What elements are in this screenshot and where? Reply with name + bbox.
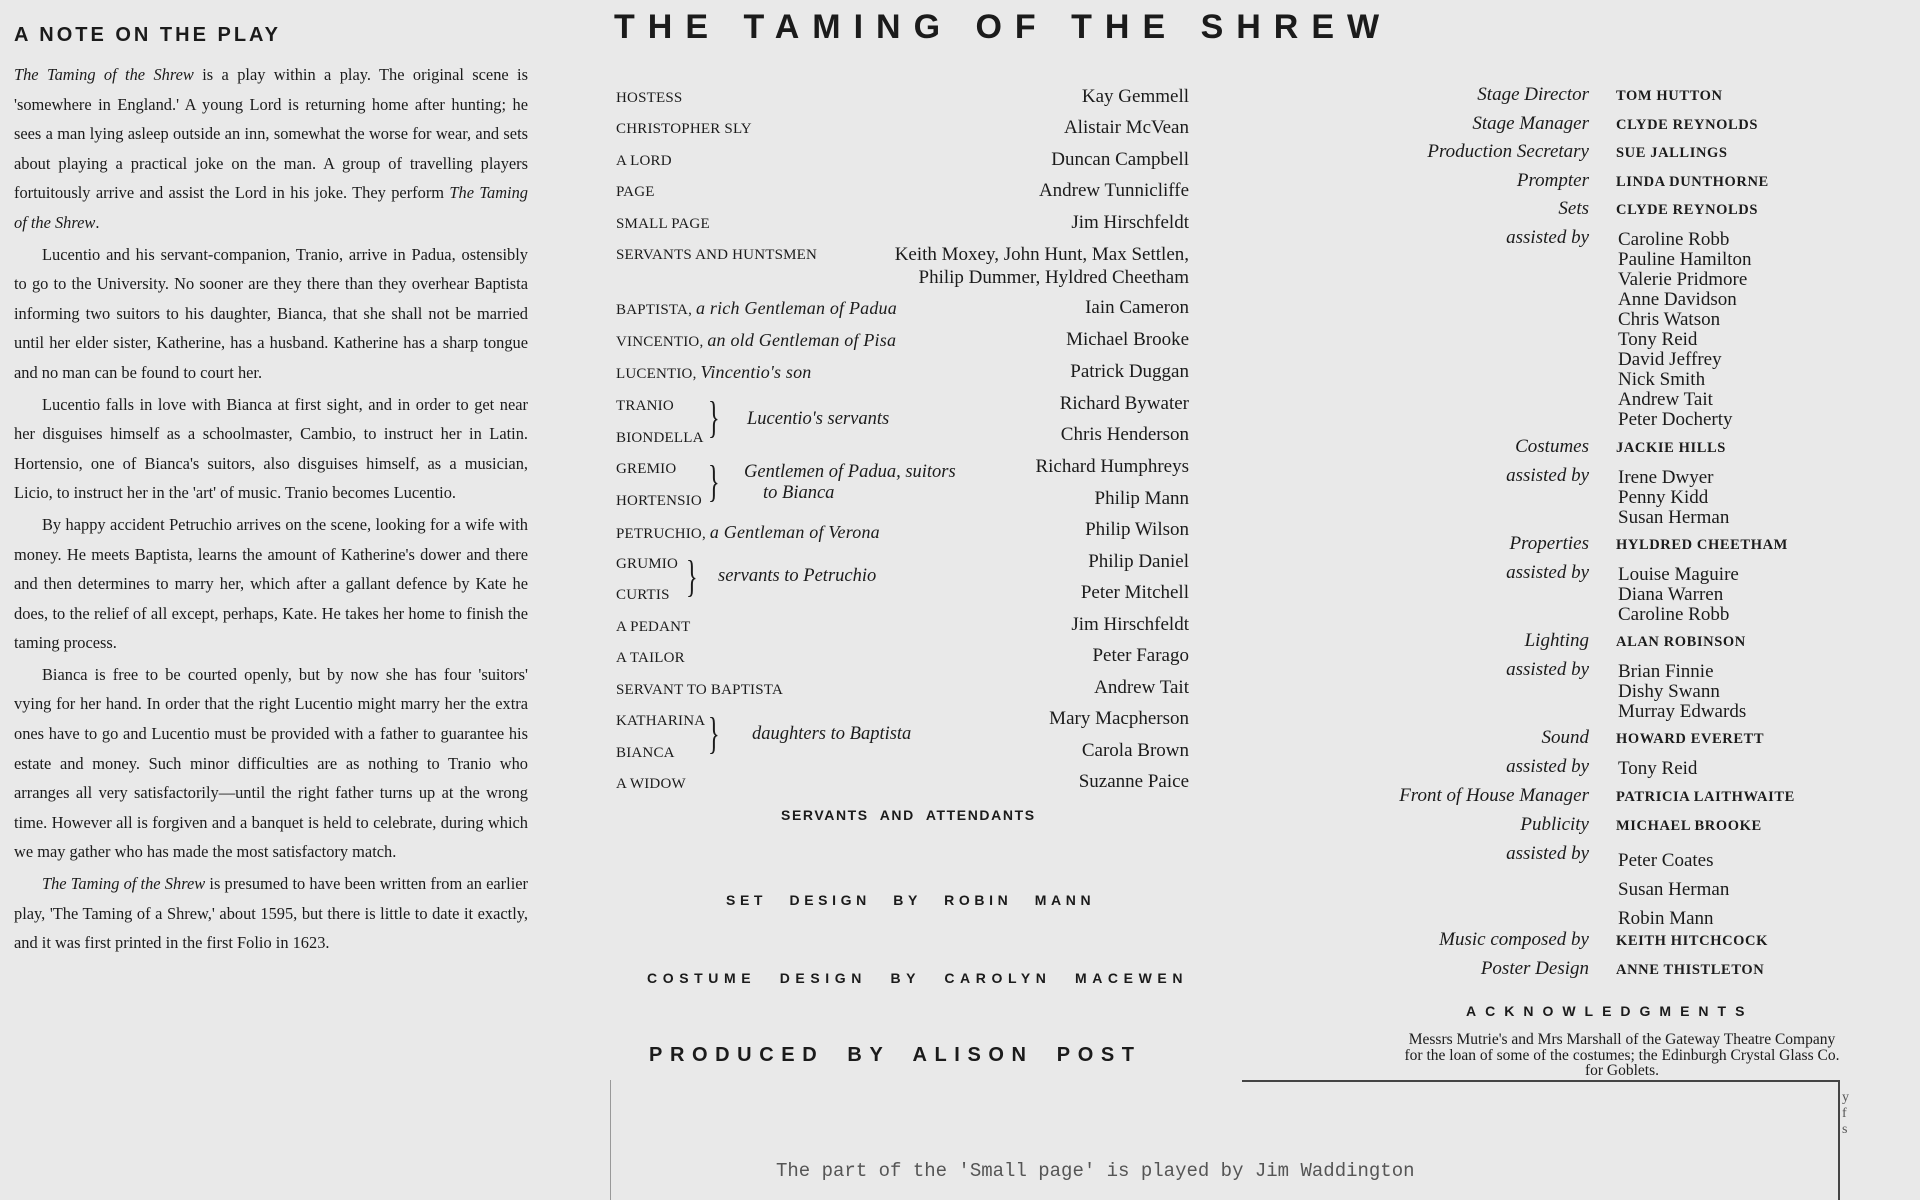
cast-actor: Richard Bywater xyxy=(1059,393,1189,414)
cast-actor: Keith Moxey, John Hunt, Max Settlen, Philip Dummer, Hyldred Cheetham xyxy=(894,244,1189,288)
group-desc: Lucentio's servants xyxy=(747,409,890,429)
cast-actor: Michael Brooke xyxy=(1066,329,1189,350)
play-title-italic: The Taming of the Shrew xyxy=(14,65,194,84)
note-paragraph: Lucentio and his servant-companion, Tranio, arrive in Padua, ostensibly to go to the University. No sooner are they there than they overhear Baptista informing two suitors to his daughter, Bianca, that she shall not be married until her elder sister, Katherine, has a husband. Katherine has a sharp tongue and no man can be found to court her. xyxy=(14,244,528,382)
crew-member: CLYDE REYNOLDS xyxy=(1616,202,1759,218)
crew-role: Properties xyxy=(1509,533,1589,554)
crew-member: ANNE THISTLETON xyxy=(1616,962,1765,978)
cast-actor: Andrew Tunnicliffe xyxy=(1038,180,1189,201)
edge-letter: y xyxy=(1842,1090,1849,1105)
cast-actor: Andrew Tait xyxy=(1094,677,1189,698)
cast-role: A WIDOW xyxy=(616,776,686,792)
crew-role: assisted by xyxy=(1506,465,1589,486)
cast-actor: Philip Wilson xyxy=(1085,519,1189,540)
cast-actor: Iain Cameron xyxy=(1085,297,1189,318)
producer-credit: PRODUCED BY ALISON POST xyxy=(649,1044,1142,1066)
set-design-credit: SET DESIGN BY ROBIN MANN xyxy=(726,892,1096,908)
cast-actor: Philip Daniel xyxy=(1088,551,1189,572)
note-paragraph: Bianca is free to be courted openly, but by now she has four 'suitors' vying for her hand. In order that the right Lucentio might marry her the extra ones have to go and Lucentio must be provided with a father to guarantee his estate and money. Such minor difficulties are as nothing to Tranio who arranges all very satisfactorily—until the right father turns up at the wrong time. However all is forgiven and a banquet is held to celebrate, during which we may gather who has made the most satisfactory match. xyxy=(14,664,528,862)
crew-role: Publicity xyxy=(1520,814,1589,835)
crew-role: Stage Director xyxy=(1477,84,1589,105)
note-heading: A NOTE ON THE PLAY xyxy=(14,24,281,46)
cast-actor: Peter Mitchell xyxy=(1080,582,1189,603)
note-paragraph: The Taming of the Shrew is a play within a play. The original scene is 'somewhere in England.' A young Lord is returning home after hunting; he sees a man lying asleep outside an inn, somewhat the worse for wear, and sets about playing a practical joke on the man. A group of travelling players fortuitously arrive and assist the Lord in his joke. They perform The Taming of the Shrew. xyxy=(14,65,528,232)
cast-role: HOSTESS xyxy=(616,90,683,106)
crew-member: JACKIE HILLS xyxy=(1616,440,1726,456)
crew-member: HOWARD EVERETT xyxy=(1616,731,1765,747)
crew-role: Poster Design xyxy=(1480,958,1589,979)
cast-actor: Suzanne Paice xyxy=(1078,771,1189,792)
crew-role: assisted by xyxy=(1506,843,1589,864)
cast-actor: Philip Mann xyxy=(1094,488,1189,509)
crew-member: CLYDE REYNOLDS xyxy=(1616,117,1759,133)
cast-role: BIANCA xyxy=(616,745,675,761)
group-desc: daughters to Baptista xyxy=(752,724,912,744)
crew-role: assisted by xyxy=(1506,562,1589,583)
cast-role: PAGE xyxy=(616,184,655,200)
crew-member: MICHAEL BROOKE xyxy=(1616,818,1762,834)
cast-actor: Kay Gemmell xyxy=(1081,86,1189,107)
crew-role: Costumes xyxy=(1515,436,1589,457)
cast-actor: Duncan Campbell xyxy=(1051,149,1189,170)
cast-role: A TAILOR xyxy=(616,650,685,666)
crew-role: assisted by xyxy=(1506,227,1589,248)
crew-member: TOM HUTTON xyxy=(1616,88,1723,104)
cast-role: HORTENSIO xyxy=(616,493,702,509)
assistant-list: Louise Maguire Diana Warren Caroline Robb xyxy=(1618,564,1739,625)
crew-member: ALAN ROBINSON xyxy=(1616,634,1746,650)
divider-line xyxy=(610,1080,611,1200)
assistant-list: Irene Dwyer Penny Kidd Susan Herman xyxy=(1618,467,1730,528)
crew-member: Tony Reid xyxy=(1618,758,1698,779)
edge-letter: f xyxy=(1842,1106,1847,1121)
edge-letter: s xyxy=(1842,1122,1848,1137)
crew-member: LINDA DUNTHORNE xyxy=(1616,174,1769,190)
crew-role: Production Secretary xyxy=(1427,141,1589,162)
cast-role: CURTIS xyxy=(616,587,670,603)
cast-actor: Chris Henderson xyxy=(1060,424,1189,445)
crew-role: Lighting xyxy=(1524,630,1589,651)
cast-actor: Peter Farago xyxy=(1092,645,1189,666)
crew-member: HYLDRED CHEETHAM xyxy=(1616,537,1788,553)
divider-line xyxy=(1242,1080,1840,1082)
group-desc: Gentlemen of Padua, suitors xyxy=(744,462,956,482)
brace-mark: } xyxy=(708,393,720,442)
cast-actor: Jim Hirschfeldt xyxy=(1071,212,1189,233)
cast-actor: Carola Brown xyxy=(1081,740,1189,761)
assistant-list: Brian Finnie Dishy Swann Murray Edwards xyxy=(1618,661,1747,722)
group-desc: servants to Petruchio xyxy=(718,566,877,586)
cast-role: TRANIO xyxy=(616,398,674,414)
crew-role: Sound xyxy=(1541,727,1589,748)
cast-role: A PEDANT xyxy=(616,619,691,635)
cast-actor: Jim Hirschfeldt xyxy=(1071,614,1189,635)
cast-role: GRUMIO xyxy=(616,556,679,572)
crew-member: SUE JALLINGS xyxy=(1616,145,1728,161)
cast-role: BAPTISTA, a rich Gentleman of Padua xyxy=(616,298,897,318)
divider-line xyxy=(1838,1082,1840,1200)
crew-role: Music composed by xyxy=(1439,929,1589,950)
assistant-list: Peter Coates Susan Herman Robin Mann xyxy=(1618,850,1730,929)
cast-actor: Mary Macpherson xyxy=(1049,708,1189,729)
cast-role: GREMIO xyxy=(616,461,677,477)
brace-mark: } xyxy=(686,552,698,601)
play-title: THE TAMING OF THE SHREW xyxy=(614,8,1393,46)
cast-actor: Alistair McVean xyxy=(1063,117,1189,138)
note-paragraph: By happy accident Petruchio arrives on the scene, looking for a wife with money. He meets Baptista, learns the amount of Katherine's dower and there and then determines to marry her, which after a gallant defence by Kate he does, to the relief of all except, perhaps, Kate. He takes her home to finish the taming process. xyxy=(14,514,528,653)
brace-mark: } xyxy=(708,457,720,506)
crew-role: Prompter xyxy=(1516,170,1589,191)
cast-role: PETRUCHIO, a Gentleman of Verona xyxy=(616,522,880,542)
cast-actor: Richard Humphreys xyxy=(1035,456,1189,477)
cast-role: BIONDELLA xyxy=(616,430,704,446)
crew-role: assisted by xyxy=(1506,756,1589,777)
crew-role: assisted by xyxy=(1506,659,1589,680)
brace-mark: } xyxy=(708,709,720,758)
footnote: The part of the 'Small page' is played by Jim Waddington xyxy=(776,1160,1415,1182)
cast-role: KATHARINA xyxy=(616,713,706,729)
note-paragraph: Lucentio falls in love with Bianca at first sight, and in order to get near her disguises himself as a schoolmaster, Cambio, to instruct her in Latin. Hortensio, one of Bianca's suitors, also disguises himself, as a musician, Licio, to instruct her in the 'art' of music. Tranio becomes Lucentio. xyxy=(14,394,528,503)
cast-role: CHRISTOPHER SLY xyxy=(616,121,752,137)
cast-role: SERVANT TO BAPTISTA xyxy=(616,682,783,698)
acknowledgments-text: Messrs Mutrie's and Mrs Marshall of the Gateway Theatre Company for the loan of some of the costumes; the Edinburgh Crystal Glass Co. for Goblets. xyxy=(1404,1031,1840,1079)
play-title-italic: The Taming of the Shrew xyxy=(42,874,206,894)
crew-role: Stage Manager xyxy=(1472,113,1589,134)
cast-role: SERVANTS AND HUNTSMEN xyxy=(616,247,818,263)
group-desc: to Bianca xyxy=(763,483,835,503)
crew-role: Sets xyxy=(1558,198,1589,219)
crew-role: Front of House Manager xyxy=(1399,785,1589,806)
acknowledgments-heading: ACKNOWLEDGMENTS xyxy=(1466,1003,1754,1019)
assistant-list: Caroline Robb Pauline Hamilton Valerie Pridmore Anne Davidson Chris Watson Tony Reid David Jeffrey Nick Smith Andrew Tait Peter Docherty xyxy=(1618,229,1752,430)
note-body xyxy=(14,60,528,960)
costume-design-credit: COSTUME DESIGN BY CAROLYN MACEWEN xyxy=(647,970,1189,986)
servants-attendants: SERVANTS AND ATTENDANTS xyxy=(781,807,1036,823)
crew-member: KEITH HITCHCOCK xyxy=(1616,933,1769,949)
cast-role: SMALL PAGE xyxy=(616,216,710,232)
cast-actor: Patrick Duggan xyxy=(1070,361,1189,382)
crew-member: PATRICIA LAITHWAITE xyxy=(1616,789,1795,805)
cast-role: A LORD xyxy=(616,153,672,169)
play-title-italic: The Taming of the Shrew xyxy=(14,183,528,232)
cast-role: LUCENTIO, Vincentio's son xyxy=(616,362,812,382)
note-paragraph: The Taming of the Shrew is presumed to have been written from an earlier play, 'The Taming of a Shrew,' about 1595, but there is little to date it exactly, and it was first printed in the first Folio in 1623. xyxy=(14,874,528,953)
cast-role: VINCENTIO, an old Gentleman of Pisa xyxy=(616,330,897,350)
